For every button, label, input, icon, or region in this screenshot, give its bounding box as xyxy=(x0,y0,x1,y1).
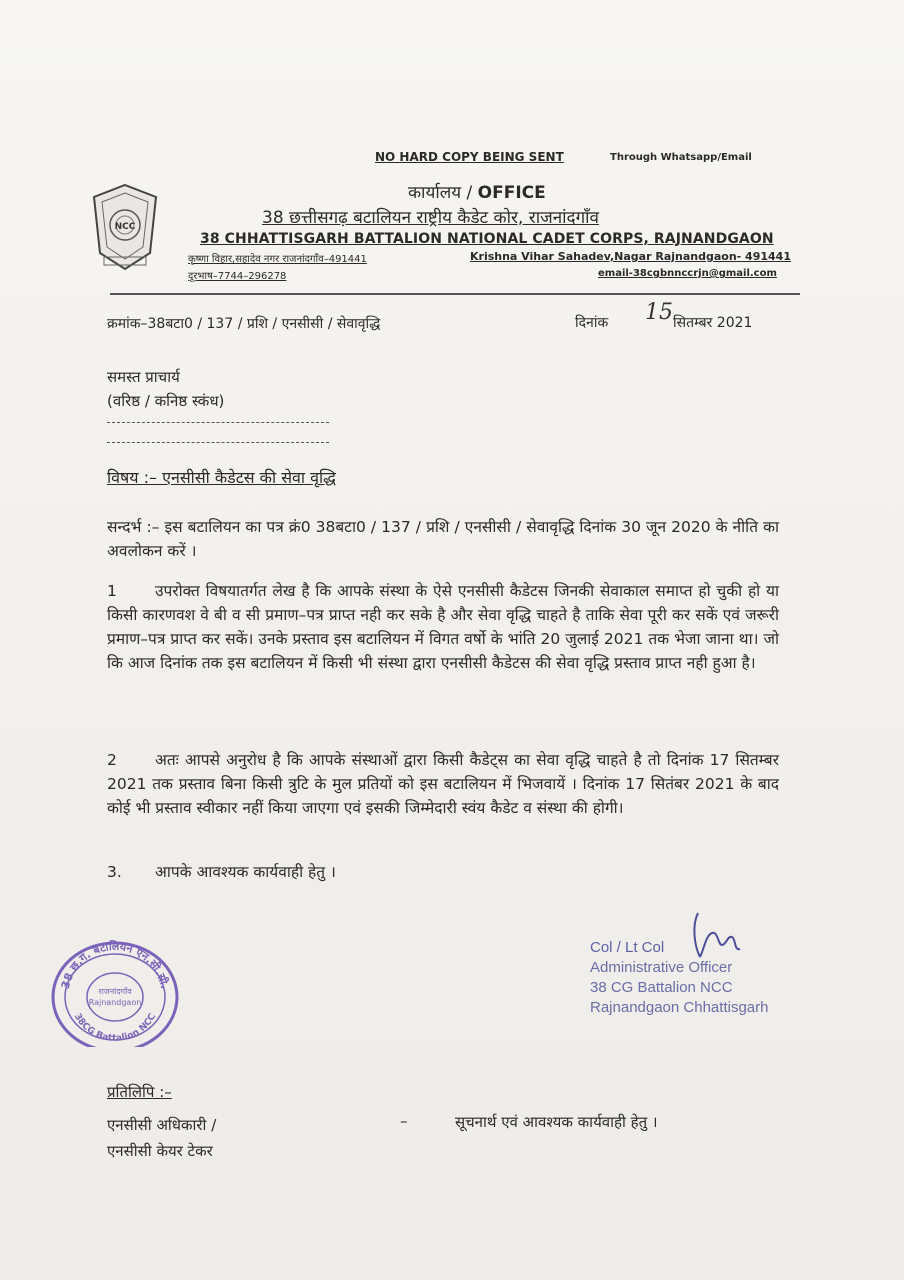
signatory-rank: Col / Lt Col xyxy=(590,939,665,956)
date-day-handwritten: 15 xyxy=(645,300,673,325)
copy-purpose: सूचनार्थ एवं आवश्यक कार्यवाही हेतु । xyxy=(455,1113,658,1131)
date-label: दिनांक xyxy=(575,315,609,331)
reference-paragraph: सन्दर्भ :– इस बटालियन का पत्र क्रं0 38बटा0 / 137 / प्रशि / एनसीसी / सेवावृद्धि दिनांक 30 जून 2020 के नीति का अवलोकन करें । xyxy=(107,518,779,560)
reference-number: क्रमांक–38बटा0 / 137 / प्रशि / एनसीसी / सेवावृद्धि xyxy=(107,316,381,332)
svg-text:NCC: NCC xyxy=(114,222,136,232)
addressee xyxy=(107,365,224,413)
signature-block xyxy=(590,938,768,1018)
phone-number: दूरभाष–7744–296278 xyxy=(188,271,287,282)
signatory-place: Rajnandgaon Chhattisgarh xyxy=(590,999,769,1016)
date-month-year: सितम्बर 2021 xyxy=(673,315,753,331)
paragraph-3: 3. आपके आवश्यक कार्यवाही हेतु । xyxy=(107,860,779,884)
battalion-name-english: 38 CHHATTISGARH BATTALION NATIONAL CADET CORPS, RAJNANDGAON xyxy=(200,231,774,247)
no-hard-copy-note: NO HARD COPY BEING SENT xyxy=(375,150,564,164)
svg-text:Rajnandgaon: Rajnandgaon xyxy=(88,998,142,1007)
blank-line xyxy=(107,422,329,423)
copy-to-heading: प्रतिलिपि :– xyxy=(107,1083,172,1101)
addressee-line1: समस्त प्राचार्य xyxy=(107,368,180,386)
svg-text:राजनांदगाँव: राजनांदगाँव xyxy=(98,987,132,996)
paragraph-1: 1 उपरोक्त विषयातर्गत लेख है कि आपके संस्था के ऐसे एनसीसी कैडेटस जिनकी सेवाकाल समाप्त हो चुकी हो या किसी कारणवश वे बी व सी प्रमाण–पत्र प्राप्त नही कर सके है और सेवा वृद्धि चाहते है ताकि सेवा पूरी कर सकें एवं जरूरी प्रमाण–पत्र प्राप्त कर सकें। उनके प्रस्ताव इस बटालियन में विगत वर्षो के भांति 20 जुलाई 2021 तक भेजा जाना था। जो कि आज दिनांक तक इस बटालियन में किसी भी संस्था द्वारा एनसीसी कैडेटस की सेवा वृद्धि प्रस्ताव प्राप्त नही हुआ है। xyxy=(107,579,779,675)
email-address: email-38cgbnnccrjn@gmail.com xyxy=(598,268,777,279)
address-english: Krishna Vihar Sahadev,Nagar Rajnandgaon- 491441 xyxy=(470,250,791,263)
paragraph-2: 2 अतः आपसे अनुरोध है कि आपके संस्थाओं द्वारा किसी कैडेट्स का सेवा वृद्धि चाहते है तो दिनांक 17 सितम्बर 2021 तक प्रस्ताव बिना किसी त्रुटि के मुल प्रतियों को इस बटालियन में भिजवायें । दिनांक 17 सितंबर 2021 के बाद कोई भी प्रस्ताव स्वीकार नहीं किया जाएगा एवं इसकी जिम्मेदारी स्वंय कैडेट व संस्था की होगी। xyxy=(107,748,779,820)
subject-line: विषय :– एनसीसी कैडेटस की सेवा वृद्धि xyxy=(107,468,336,487)
paragraph-number: 3. xyxy=(107,863,122,881)
official-seal-stamp xyxy=(40,937,190,1047)
copy-recipient: एनसीसी अधिकारी / xyxy=(107,1116,217,1134)
paragraph-number: 1 xyxy=(107,582,117,600)
signatory-designation: Administrative Officer xyxy=(590,959,733,976)
paragraph-number: 2 xyxy=(107,751,117,769)
addressee-line2: (वरिष्ठ / कनिष्ठ स्कंध) xyxy=(107,392,225,410)
blank-line xyxy=(107,442,329,443)
ncc-emblem-icon xyxy=(90,183,160,271)
office-heading: कार्यालय / OFFICE xyxy=(408,183,546,203)
copy-dash: – xyxy=(400,1112,408,1130)
address-hindi: कृष्णा विहार,सहादेव नगर राजनांदगाँव–491441 xyxy=(188,254,367,265)
delivery-mode-note: Through Whatsapp/Email xyxy=(610,152,752,163)
header-divider xyxy=(110,293,800,295)
copy-recipient: एनसीसी केयर टेकर xyxy=(107,1142,213,1160)
svg-text:38CG Battalion NCC: 38CG Battalion NCC xyxy=(71,1012,159,1044)
signatory-unit: 38 CG Battalion NCC xyxy=(590,979,733,996)
battalion-name-hindi: 38 छत्तीसगढ़ बटालियन राष्ट्रीय कैडेट कोर, राजनांदगाँव xyxy=(262,208,599,228)
svg-text:38 छ.ग. बटालियन एन.सी.सी.: 38 छ.ग. बटालियन एन.सी.सी. xyxy=(58,939,172,991)
copy-recipients xyxy=(107,1112,216,1164)
